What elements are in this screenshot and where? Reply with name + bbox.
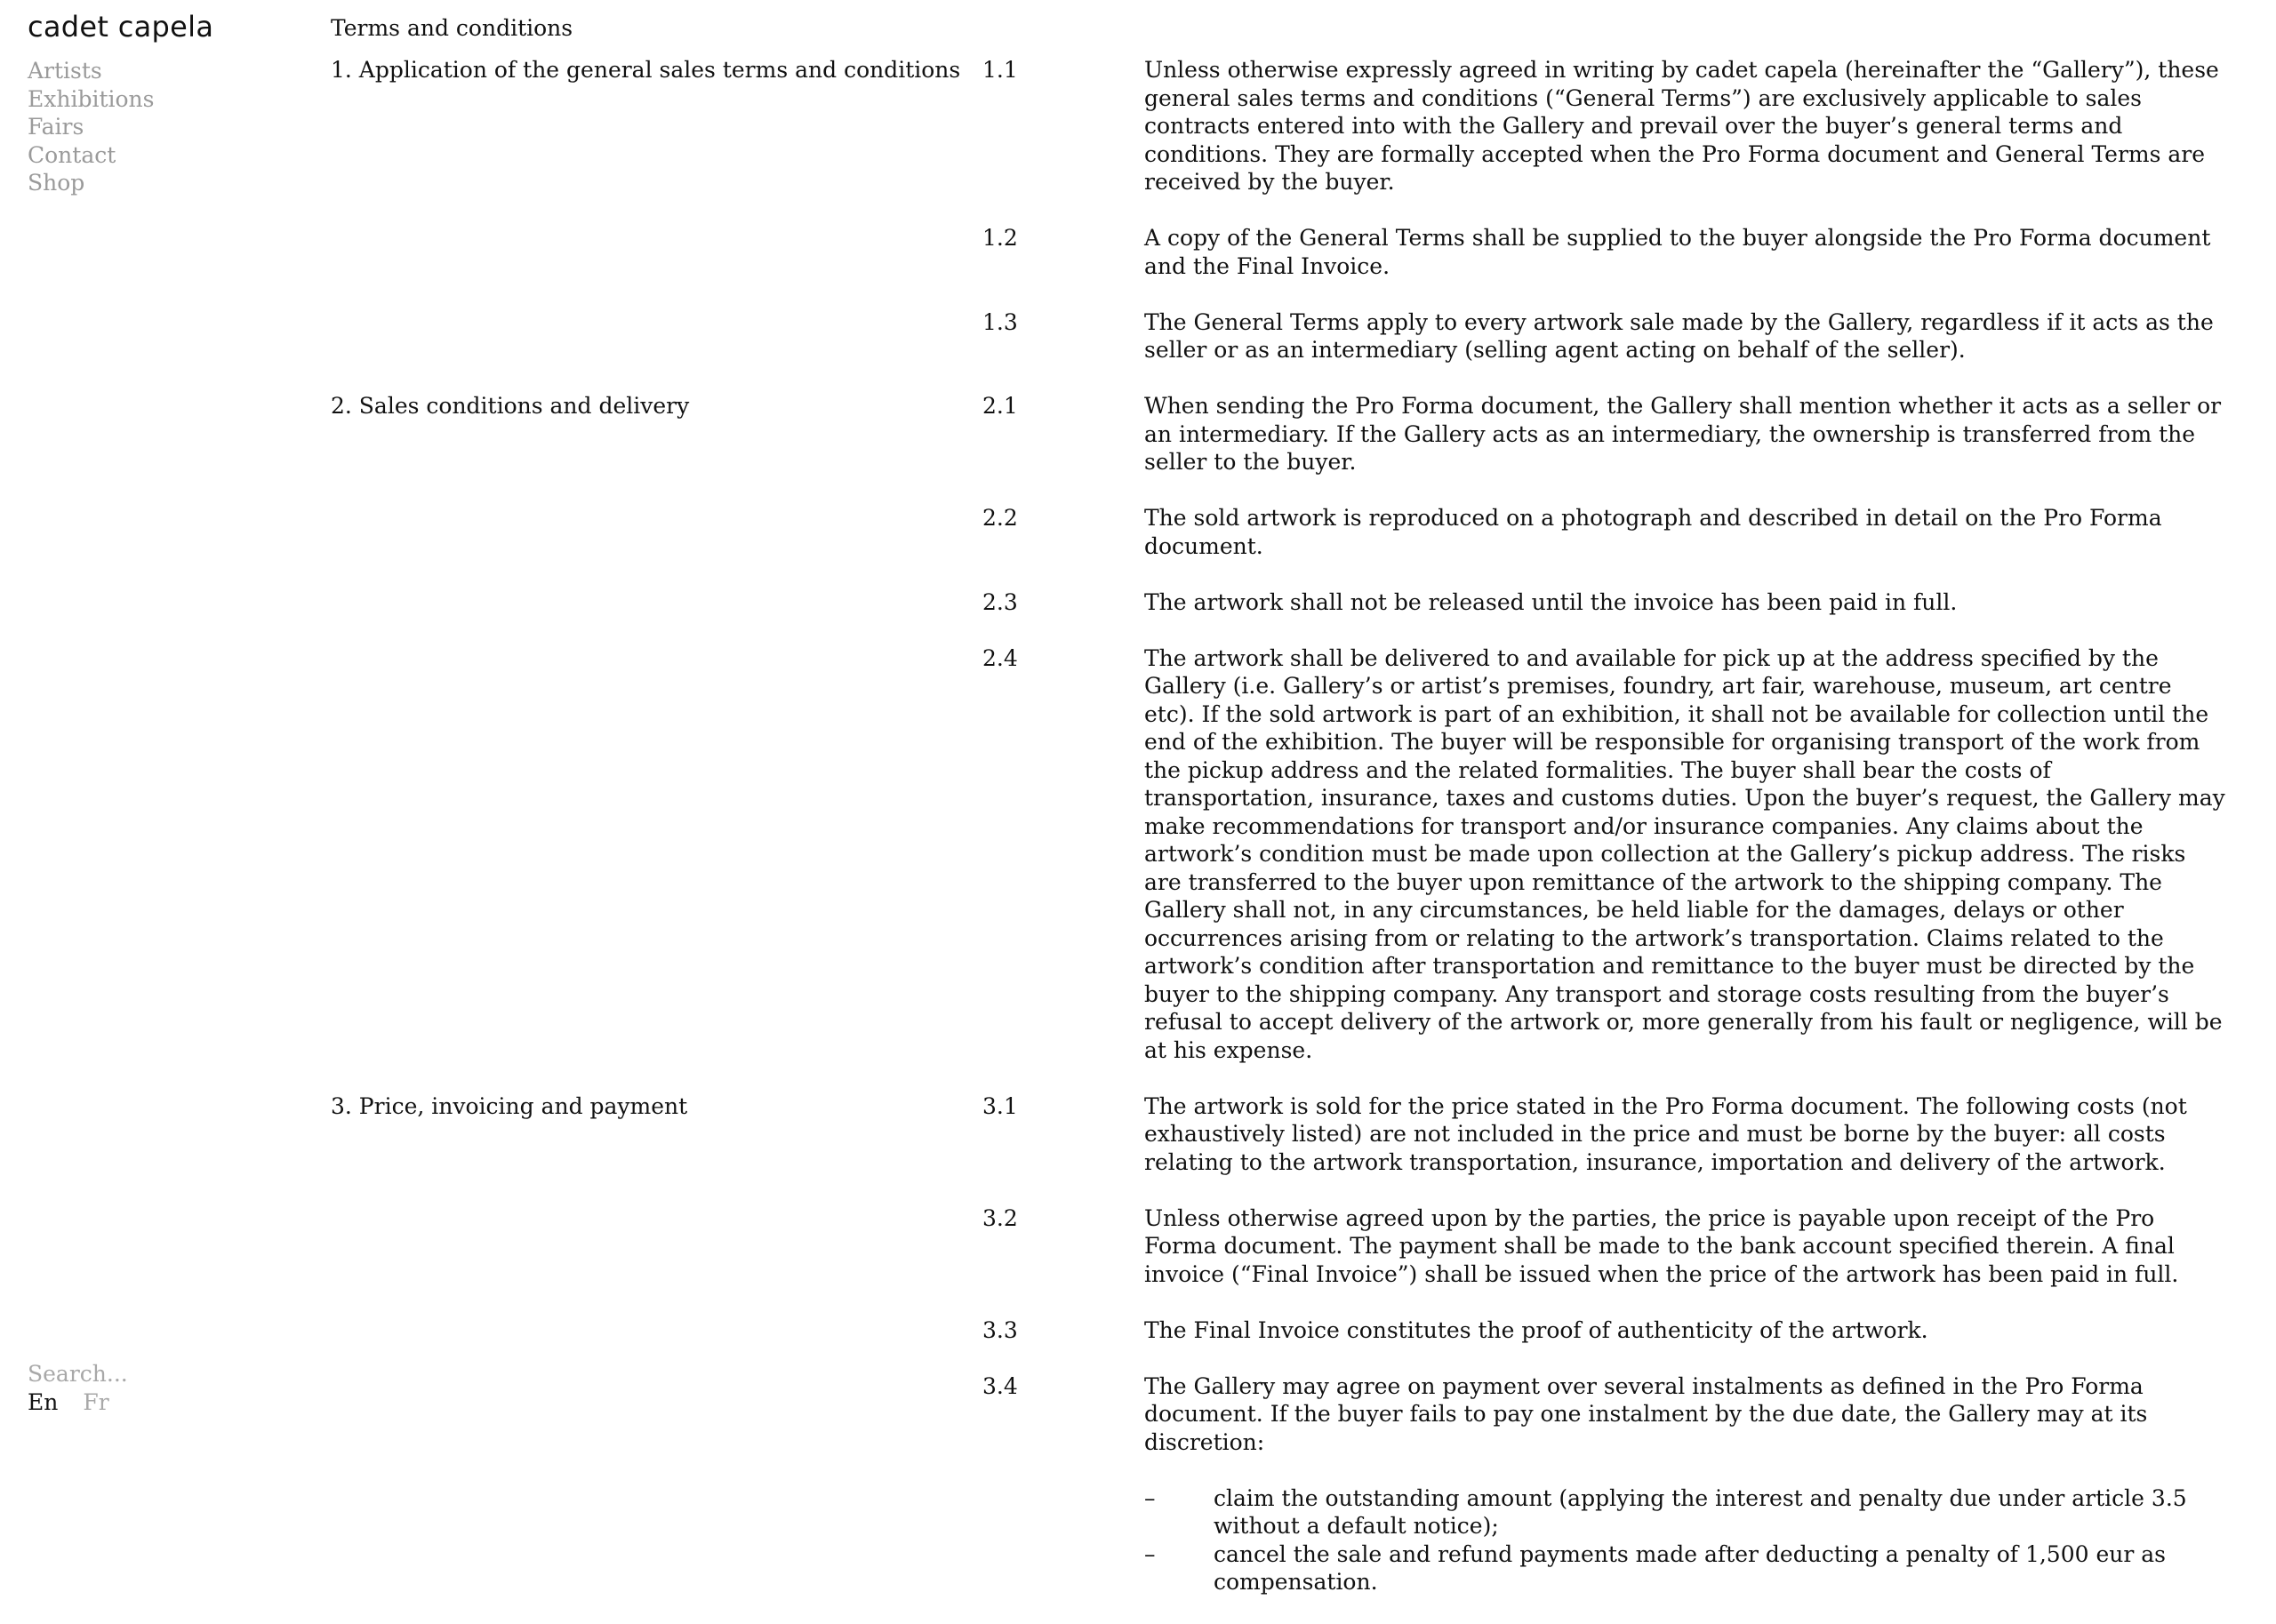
sidebar-footer xyxy=(28,1360,294,1416)
clause-text: Unless otherwise expressly agreed in writing by cadet capela (hereinafter the “Gallery”), these general sales terms and conditions (“General Terms”) are exclusively applicable to sales contracts entered into with the Gallery and prevail over the buyer’s general terms and conditions. They are formally accepted when the Pro Forma document and General Terms are received by the buyer. xyxy=(1144,56,2227,196)
clause xyxy=(982,1372,2227,1596)
clause-number: 2.2 xyxy=(982,504,1144,532)
clause-text: The artwork is sold for the price stated in the Pro Forma document. The following costs (not exhaustively listed) are not included in the price and must be borne by the buyer: all costs relating to the artwork transportation, insurance, importation and delivery of the artwork. xyxy=(1144,1092,2227,1177)
clause-list xyxy=(982,392,2227,1092)
nav-item-contact[interactable]: Contact xyxy=(28,141,294,170)
search-input[interactable] xyxy=(28,1360,259,1388)
clause-text: The General Terms apply to every artwork sale made by the Gallery, regardless if it acts as the seller or as an intermediary (selling agent acting on behalf of the seller). xyxy=(1144,308,2227,364)
bullet-list xyxy=(1144,1484,2227,1596)
clause-number: 3.4 xyxy=(982,1372,1144,1401)
clause xyxy=(982,56,2227,196)
section xyxy=(331,392,2260,1092)
clause-text: A copy of the General Terms shall be supplied to the buyer alongside the Pro Forma document and the Final Invoice. xyxy=(1144,224,2227,280)
clause-number: 3.2 xyxy=(982,1204,1144,1233)
section-title: 3. Price, invoicing and payment xyxy=(331,1092,982,1121)
bullet-text: claim the outstanding amount (applying the interest and penalty due under article 3.5 without a default notice); xyxy=(1214,1484,2227,1540)
clause xyxy=(982,1204,2227,1289)
page-title: Terms and conditions xyxy=(331,14,573,43)
clause-text: The sold artwork is reproduced on a photograph and described in detail on the Pro Forma document. xyxy=(1144,504,2227,560)
section xyxy=(331,1092,2260,1624)
terms-content xyxy=(331,56,2260,1624)
clause xyxy=(982,308,2227,364)
language-switcher xyxy=(28,1388,294,1417)
bullet-text: cancel the sale and refund payments made after deducting a penalty of 1,500 eur as compensation. xyxy=(1214,1540,2227,1596)
nav-item-exhibitions[interactable]: Exhibitions xyxy=(28,85,294,114)
clause-number: 3.1 xyxy=(982,1092,1144,1121)
clause-text: The artwork shall not be released until the invoice has been paid in full. xyxy=(1144,588,2227,617)
clause-text: When sending the Pro Forma document, the Gallery shall mention whether it acts as a seller or an intermediary. If the Gallery acts as an intermediary, the ownership is transferred from the seller to the buyer. xyxy=(1144,392,2227,476)
section xyxy=(331,56,2260,392)
clause-text: The Gallery may agree on payment over several instalments as defined in the Pro Forma document. If the buyer fails to pay one instalment by the due date, the Gallery may at its discretion: xyxy=(1144,1372,2227,1457)
list-item xyxy=(1144,1540,2227,1596)
site-logo[interactable]: cadet capela xyxy=(28,9,294,44)
clause-text: Unless otherwise agreed upon by the parties, the price is payable upon receipt of the Pro Forma document. The payment shall be made to the bank account specified therein. A final invoice (“Final Invoice”) shall be issued when the price of the artwork has been paid in full. xyxy=(1144,1204,2227,1289)
clause xyxy=(982,392,2227,476)
clause-list xyxy=(982,1092,2227,1624)
clause-text-block xyxy=(1144,1372,2227,1596)
main-nav xyxy=(28,57,294,197)
nav-item-fairs[interactable]: Fairs xyxy=(28,113,294,141)
clause-number: 1.1 xyxy=(982,56,1144,84)
clause xyxy=(982,588,2227,617)
language-en[interactable]: En xyxy=(28,1389,58,1415)
clause-text: The Final Invoice constitutes the proof of authenticity of the artwork. xyxy=(1144,1316,2227,1345)
clause-list xyxy=(982,56,2227,392)
bullet-dash: – xyxy=(1144,1540,1214,1596)
list-item xyxy=(1144,1484,2227,1540)
clause xyxy=(982,1316,2227,1345)
clause xyxy=(982,504,2227,560)
sidebar xyxy=(28,9,294,197)
section-title: 2. Sales conditions and delivery xyxy=(331,392,982,420)
clause-number: 1.2 xyxy=(982,224,1144,252)
nav-item-artists[interactable]: Artists xyxy=(28,57,294,85)
clause-number: 2.1 xyxy=(982,392,1144,420)
clause xyxy=(982,224,2227,280)
clause-number: 2.4 xyxy=(982,644,1144,673)
section-title: 1. Application of the general sales terms and conditions xyxy=(331,56,982,84)
clause xyxy=(982,1092,2227,1177)
clause-number: 1.3 xyxy=(982,308,1144,337)
language-fr[interactable]: Fr xyxy=(83,1389,108,1415)
bullet-dash: – xyxy=(1144,1484,1214,1540)
nav-item-shop[interactable]: Shop xyxy=(28,169,294,197)
clause xyxy=(982,644,2227,1065)
clause-number: 2.3 xyxy=(982,588,1144,617)
clause-number: 3.3 xyxy=(982,1316,1144,1345)
clause-text: The artwork shall be delivered to and available for pick up at the address specified by the Gallery (i.e. Gallery’s or artist’s premises, foundry, art fair, warehouse, museum, art centre etc). If the sold artwork is part of an exhibition, it shall not be available for collection until the end of the exhibition. The buyer will be responsible for organising transport of the work from the pickup address and the related formalities. The buyer shall bear the costs of transportation, insurance, taxes and customs duties. Upon the buyer’s request, the Gallery may make recommendations for transport and/or insurance companies. Any claims about the artwork’s condition must be made upon collection at the Gallery’s pickup address. The risks are transferred to the buyer upon remittance of the artwork to the shipping company. The Gallery shall not, in any circumstances, be held liable for the damages, delays or other occurrences arising from or relating to the artwork’s transportation. Claims related to the artwork’s condition after transportation and remittance to the buyer must be directed by the buyer to the shipping company. Any transport and storage costs resulting from the buyer’s refusal to accept delivery of the artwork or, more generally from his fault or negligence, will be at his expense. xyxy=(1144,644,2227,1065)
